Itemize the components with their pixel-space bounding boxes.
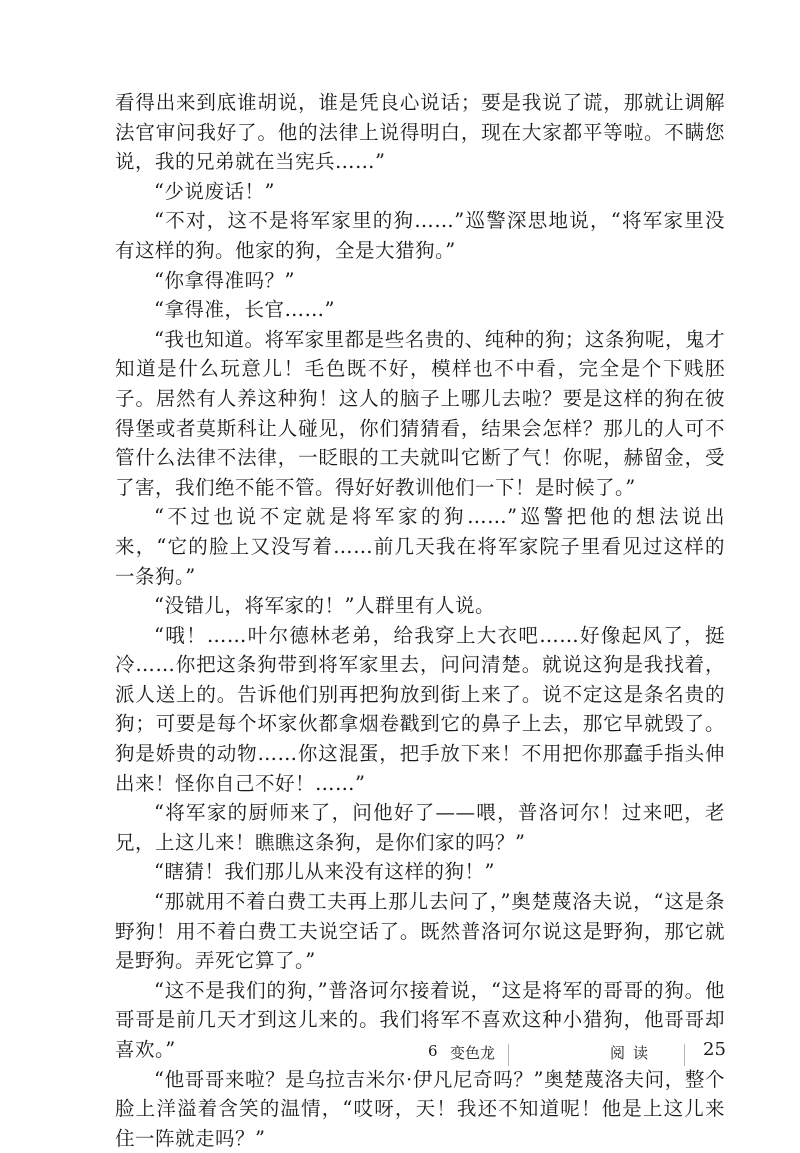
chapter-number: 6 [428, 1042, 438, 1060]
paragraph: 看得出来到底谁胡说，谁是凭良心说话；要是我说了谎，那就让调解法官审问我好了。他的法律上说得明白，现在大家都平等啦。不瞒您说，我的兄弟就在当宪兵……” [115, 91, 725, 174]
page-body [115, 88, 725, 1153]
footer-divider [684, 1044, 685, 1066]
section-label: 阅读 [610, 1044, 657, 1062]
paragraph: “不过也说不定就是将军家的狗……”巡警把他的想法说出来，“它的脸上又没写着……前几天我在将军家院子里看见过这样的一条狗。” [115, 505, 725, 588]
paragraph: “拿得准，长官……” [154, 298, 335, 322]
paragraph: “那就用不着白费工夫再上那儿去问了，”奥楚蔑洛夫说，“这是条野狗！用不着白费工夫说空话了。既然普洛诃尔说这是野狗，那它就是野狗。弄死它算了。” [115, 890, 725, 973]
paragraph: “瞎猜！我们那儿从来没有这样的狗！” [154, 860, 495, 884]
paragraph: “没错儿，将军家的！”人群里有人说。 [154, 594, 495, 618]
chapter-title: 变色龙 [450, 1044, 496, 1062]
paragraph: “少说废话！” [154, 179, 275, 203]
page-footer [0, 1038, 800, 1068]
paragraph: “不对，这不是将军家里的狗……”巡警深思地说，“将军家里没有这样的狗。他家的狗，全是大猎狗。” [115, 209, 725, 262]
paragraph: “哦！……叶尔德林老弟，给我穿上大衣吧……好像起风了，挺冷……你把这条狗带到将军家里去，问问清楚。就说这狗是我找着，派人送上的。告诉他们别再把狗放到街上来了。说不定这是条名贵的狗；可要是每个坏家伙都拿烟卷戳到它的鼻子上去，那它早就毁了。狗是娇贵的动物……你这混蛋，把手放下来！不用把你那蠢手指头伸出来！怪你自己不好！……” [115, 623, 725, 795]
paragraph: “这不是我们的狗，”普洛诃尔接着说，“这是将军的哥哥的狗。他哥哥是前几天才到这儿来的。我们将军不喜欢这种小猎狗，他哥哥却喜欢。” [115, 978, 725, 1061]
paragraph: “你拿得准吗？” [154, 268, 295, 292]
paragraph: “将军家的厨师来了，问他好了——喂，普洛诃尔！过来吧，老兄，上这儿来！瞧瞧这条狗，是你们家的吗？” [115, 801, 725, 854]
page-number: 25 [703, 1039, 726, 1060]
footer-divider [508, 1044, 509, 1066]
paragraph: “他哥哥来啦？是乌拉吉米尔·伊凡尼奇吗？”奥楚蔑洛夫问，整个脸上洋溢着含笑的温情，“哎呀，天！我还不知道呢！他是上这儿来住一阵就走吗？” [115, 1067, 725, 1150]
paragraph: “我也知道。将军家里都是些名贵的、纯种的狗；这条狗呢，鬼才知道是什么玩意儿！毛色既不好，模样也不中看，完全是个下贱胚子。居然有人养这种狗！这人的脑子上哪儿去啦？要是这样的狗在彼得堡或者莫斯科让人碰见，你们猜猜看，结果会怎样？那儿的人可不管什么法律不法律，一眨眼的工夫就叫它断了气！你呢，赫留金，受了害，我们绝不能不管。得好好教训他们一下！是时候了。” [115, 327, 725, 499]
